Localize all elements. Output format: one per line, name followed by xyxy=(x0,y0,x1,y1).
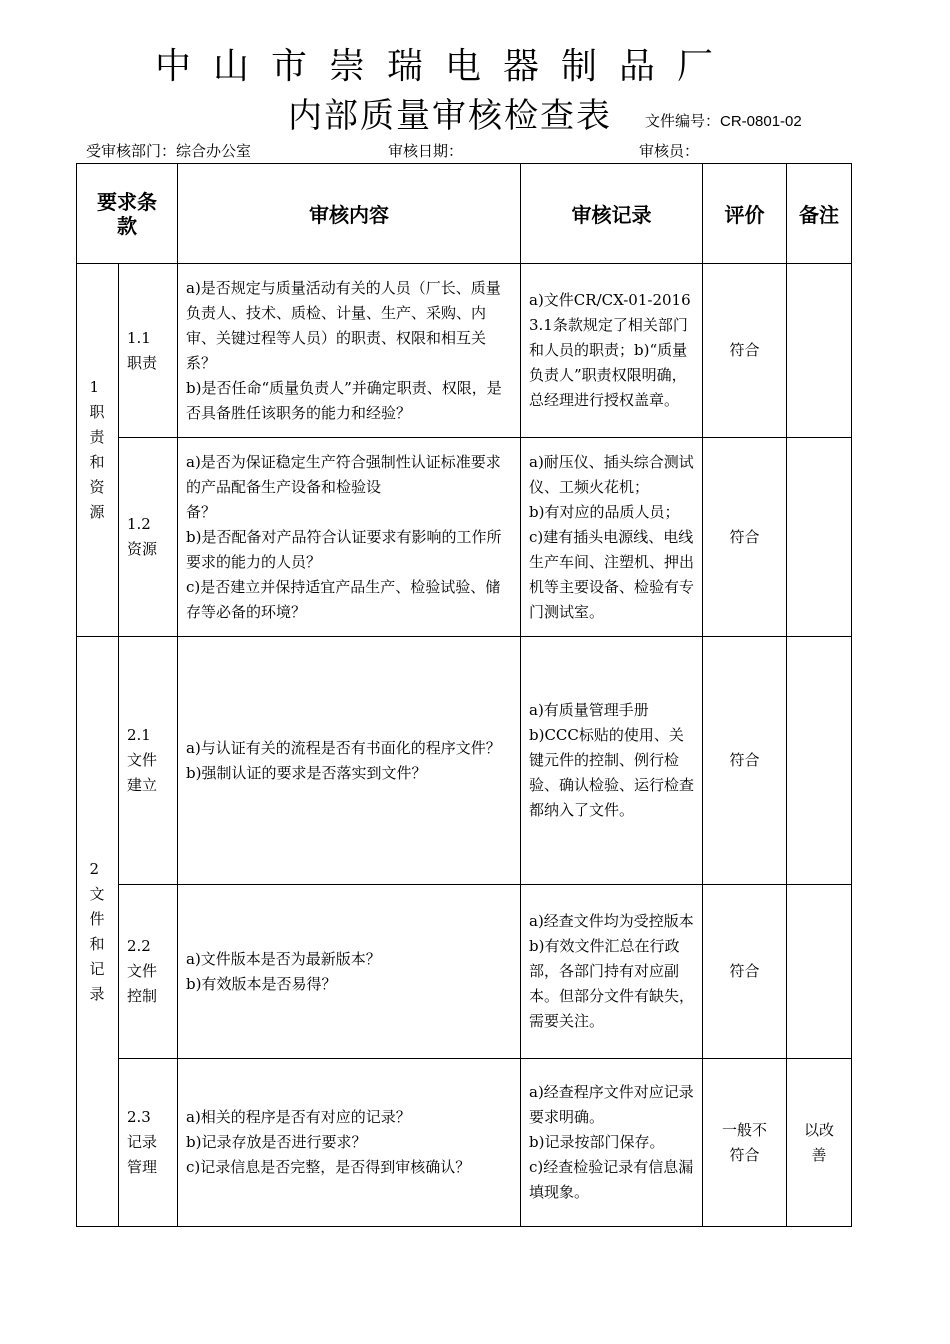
section-label xyxy=(77,264,119,637)
audit-content-item: b)有效版本是否易得？ xyxy=(186,974,337,993)
col-header-content: 审核内容 xyxy=(178,164,521,264)
audit-content-item: b)是否配备对产品符合认证要求有影响的工作所要求的能力的人员？ xyxy=(186,527,502,571)
audit-content-item: 备？ xyxy=(186,502,217,521)
audit-content-cell xyxy=(178,885,521,1059)
section-label xyxy=(77,637,119,1227)
clause-cell xyxy=(119,637,178,885)
note-cell xyxy=(787,885,852,1059)
audit-record-cell xyxy=(521,438,703,637)
evaluation-cell xyxy=(703,885,787,1059)
clause-text: 1.2 xyxy=(127,515,151,533)
evaluation-text: 一般不符合 xyxy=(721,1120,767,1164)
clause-text: 2.1 xyxy=(127,726,151,744)
table-row xyxy=(77,885,852,1059)
audit-record-item: a)耐压仪、插头综合测试仪、工频火花机； xyxy=(529,452,694,496)
clause-text: 文件 xyxy=(127,962,158,980)
table-row xyxy=(77,438,852,637)
clause-text: 管理 xyxy=(127,1158,158,1176)
audit-record-item: b)有效文件汇总在行政部，各部门持有对应副本。但部分文件有缺失，需要关注。 xyxy=(529,937,695,1030)
col-header-eval: 评价 xyxy=(703,164,787,264)
table-row xyxy=(77,264,852,438)
note-cell xyxy=(787,264,852,438)
clause-text: 资源 xyxy=(127,540,158,558)
clause-text: 建立 xyxy=(127,776,158,794)
clause-cell xyxy=(119,885,178,1059)
audit-record-item: a)文件CR/CX-01-2016 3.1条款规定了相关部门和人员的职责；b)“质量负责人”职责权限明确，总经理进行授权盖章。 xyxy=(529,291,691,409)
evaluation-cell xyxy=(703,438,787,637)
audit-content-item: a)相关的程序是否有对应的记录？ xyxy=(186,1108,411,1126)
audit-record-item: c)建有插头电源线、电线生产车间、注塑机、押出机等主要设备、检验有专门测试室。 xyxy=(529,527,695,621)
note-cell xyxy=(787,637,852,885)
audit-record-cell xyxy=(521,637,703,885)
audit-content-item: b)记录存放是否进行要求？ xyxy=(186,1133,367,1151)
col-header-clause: 要求条款 xyxy=(77,164,178,264)
audit-record-item: a)经查程序文件对应记录要求明确。 xyxy=(529,1083,694,1126)
clause-text: 控制 xyxy=(127,987,158,1005)
clause-text: 文件 xyxy=(127,751,158,769)
audited-dept: 受审核部门：综合办公室 xyxy=(86,142,252,160)
note-cell xyxy=(787,1059,852,1227)
audit-checklist-table xyxy=(76,163,852,1227)
note-text: 以改善 xyxy=(803,1120,834,1164)
audit-record-item: c)经查检验记录有信息漏填现象。 xyxy=(529,1158,694,1201)
audit-record-cell xyxy=(521,264,703,438)
note-cell xyxy=(787,438,852,637)
clause-cell xyxy=(119,438,178,637)
evaluation-text: 符合 xyxy=(729,341,760,359)
auditor: 审核员： xyxy=(639,142,700,160)
audit-content-item: a)文件版本是否为最新版本？ xyxy=(186,949,381,968)
clause-text: 2.3 xyxy=(127,1108,151,1126)
audit-record-item: b)有对应的品质人员； xyxy=(529,502,680,521)
evaluation-text: 符合 xyxy=(729,962,760,980)
audit-content-item: b)强制认证的要求是否落实到文件？ xyxy=(186,763,427,782)
clause-cell xyxy=(119,1059,178,1227)
col-header-record: 审核记录 xyxy=(521,164,703,264)
evaluation-cell xyxy=(703,264,787,438)
clause-text: 2.2 xyxy=(127,937,151,955)
audit-record-cell xyxy=(521,885,703,1059)
audit-content-item: a)与认证有关的流程是否有书面化的程序文件？ xyxy=(186,738,501,757)
audit-content-cell xyxy=(178,1059,521,1227)
clause-text: 职责 xyxy=(127,353,158,372)
doc-number: 文件编号：CR-0801-02 xyxy=(645,113,802,130)
form-title: 内部质量审核检查表 xyxy=(288,96,612,136)
audit-content-cell xyxy=(178,264,521,438)
clause-text: 1.1 xyxy=(127,328,151,347)
table-row xyxy=(77,637,852,885)
audit-content-item: c)记录信息是否完整，是否得到审核确认？ xyxy=(186,1158,471,1176)
audit-record-item: a)有质量管理手册 xyxy=(529,701,649,719)
audit-content-item: a)是否规定与质量活动有关的人员（厂长、质量负责人、技术、质检、计量、生产、采购、内审、关键过程等人员）的职责、权限和相互关系？ xyxy=(186,278,501,372)
audit-date: 审核日期： xyxy=(388,142,464,160)
evaluation-cell xyxy=(703,637,787,885)
evaluation-text: 符合 xyxy=(729,527,760,546)
header-row xyxy=(77,164,852,264)
table-row xyxy=(77,1059,852,1227)
clause-text: 记录 xyxy=(127,1133,158,1151)
audit-content-item: b)是否任命“质量负责人”并确定职责、权限，是否具备胜任该职务的能力和经验？ xyxy=(186,378,502,422)
audit-content-cell xyxy=(178,438,521,637)
evaluation-text: 符合 xyxy=(729,751,760,769)
audit-content-cell xyxy=(178,637,521,885)
clause-cell xyxy=(119,264,178,438)
section-label-text: 2文件和记录 xyxy=(89,859,105,1003)
audit-record-item: a)经查文件均为受控版本 xyxy=(529,912,694,930)
audit-content-item: c)是否建立并保持适宜产品生产、检验试验、储存等必备的环境？ xyxy=(186,577,501,621)
audit-record-item: b)记录按部门保存。 xyxy=(529,1133,665,1151)
evaluation-cell xyxy=(703,1059,787,1227)
audit-record-item: b)CCC标贴的使用、关键元件的控制、例行检验、确认检验、运行检查都纳入了文件。 xyxy=(529,726,695,819)
section-label-text: 1职责和资源 xyxy=(89,378,105,521)
company-name: 中山市崇瑞电器制品厂 xyxy=(154,46,735,87)
col-header-note: 备注 xyxy=(787,164,852,264)
audit-record-cell xyxy=(521,1059,703,1227)
audit-content-item: a)是否为保证稳定生产符合强制性认证标准要求的产品配备生产设备和检验设 xyxy=(186,452,501,496)
